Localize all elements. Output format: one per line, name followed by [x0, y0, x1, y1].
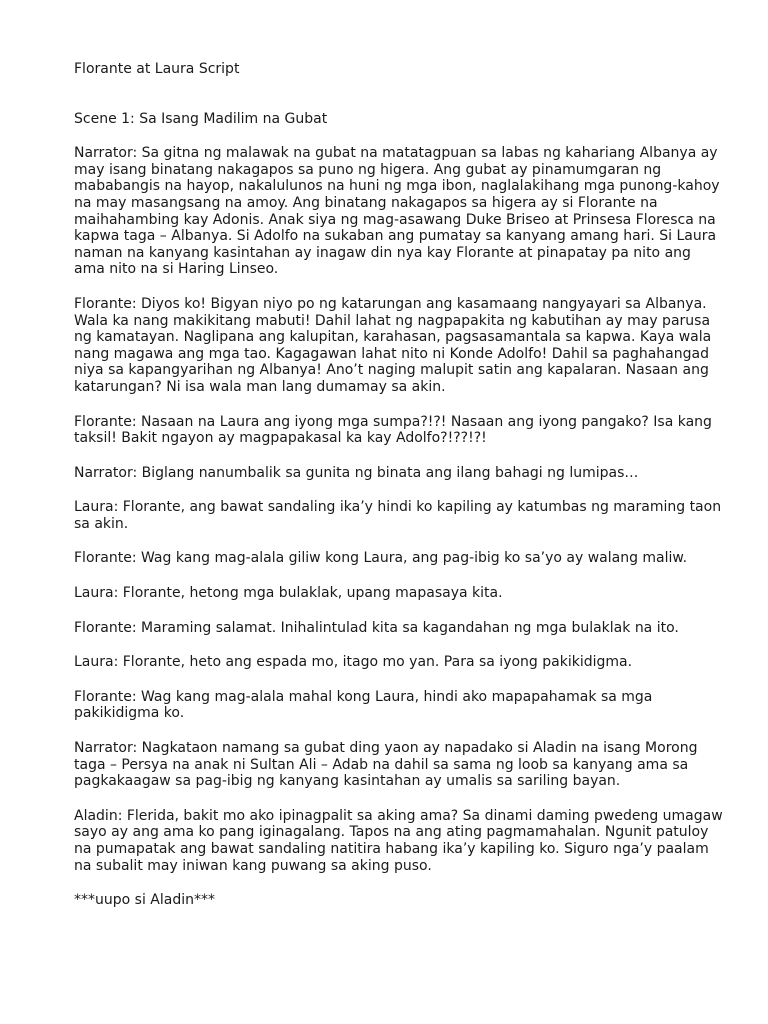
paragraph-laura-2: Laura: Florante, hetong mga bulaklak, upang mapasaya kita. [74, 585, 503, 602]
stage-direction: ***uupo si Aladin*** [74, 892, 215, 909]
paragraph-florante-3: Florante: Wag kang mag-alala mahal kong Laura, hindi ako mapapahamak sa mga pakikidigma ko. [74, 688, 653, 722]
paragraph-laura-1: Laura: Florante, ang bawat sandaling ika’y hindi ko kapiling ay katumbas ng maraming taon sa akin. [74, 499, 722, 532]
document-page [74, 61, 724, 909]
paragraph-florante-laura: Florante: Nasaan na Laura ang iyong mga sumpa?!?! Nasaan ang iyong pangako? Isa kang taksil! Bakit ngayon ay magpapakasal ka kay Adolfo?!??!?! [74, 413, 712, 447]
paragraph-florante-1: Florante: Wag kang mag-alala giliw kong Laura, ang pag-ibig ko sa’yo ay walang maliw. [74, 550, 688, 567]
paragraph-aladin: Aladin: Flerida, bakit mo ako ipinagpalit sa aking ama? Sa dinami daming pwedeng umagaw sayo ay ang ama ko pang iginagalang. Tapos na ang ating pagmamahalan. Ngunit patuloy na pumapatak ang bawat sandaling natitira habang ika’y kapiling ko. Siguro nga’y paalam na subalit may iniwan kang puwang sa aking puso. [74, 807, 723, 874]
paragraph-florante-2: Florante: Maraming salamat. Inihalintulad kita sa kagandahan ng mga bulaklak na ito. [74, 619, 679, 636]
paragraph-narrator-flashback: Narrator: Biglang nanumbalik sa gunita ng binata ang ilang bahagi ng lumipas… [74, 464, 639, 481]
scene-heading: Scene 1: Sa Isang Madilim na Gubat [74, 110, 328, 127]
paragraph-narrator-intro: Narrator: Sa gitna ng malawak na gubat na matatagpuan sa labas ng kahariang Albanya ay may isang binatang nakagapos sa puno ng higera. Ang gubat ay pinamumgaran ng mababangis na hayop, nakalulunos na huni ng mga ibon, naglalakihang mga punong-kahoy na may masangsang na amoy. Ang binatang nakagapos sa higera ay si Florante na maihahambing kay Adonis. Anak siya ng mag-asawang Duke Briseo at Prinsesa Floresca na kapwa taga – Albanya. Si Adolfo na sukaban ang pumatay sa kanyang amang hari. Si Laura naman na kanyang kasintahan ay inagaw din nya kay Florante at pinapatay pa nito ang ama nito na si Haring Linseo. [74, 145, 720, 278]
paragraph-narrator-aladin: Narrator: Nagkataon namang sa gubat ding yaon ay napadako si Aladin na isang Morong taga – Persya na anak ni Sultan Ali – Adab na dahil sa sama ng loob sa kanyang ama sa pagkakaagaw sa pag-ibig ng kanyang kasintahan ay umalis sa sariling bayan. [74, 740, 698, 790]
document-title: Florante at Laura Script [74, 61, 240, 77]
paragraph-florante-plea: Florante: Diyos ko! Bigyan niyo po ng katarungan ang kasamaang nangyayari sa Albanya. Wala ka nang makikitang mabuti! Dahil lahat ng nagpapakita ng kabutihan ay may parusa ng kamatayan. Naglipana ang kalupitan, karahasan, pagsasamantala sa kapwa. Kaya wala nang magawa ang mga tao. Kagagawan lahat nito ni Konde Adolfo! Dahil sa paghahangad niya sa kapangyarihan ng Albanya! Ano’t naging malupit satin ang kapalaran. Nasaan ang katarungan? Ni isa wala man lang dumamay sa akin. [74, 295, 712, 395]
paragraph-laura-3: Laura: Florante, heto ang espada mo, itago mo yan. Para sa iyong pakikidigma. [74, 654, 633, 671]
